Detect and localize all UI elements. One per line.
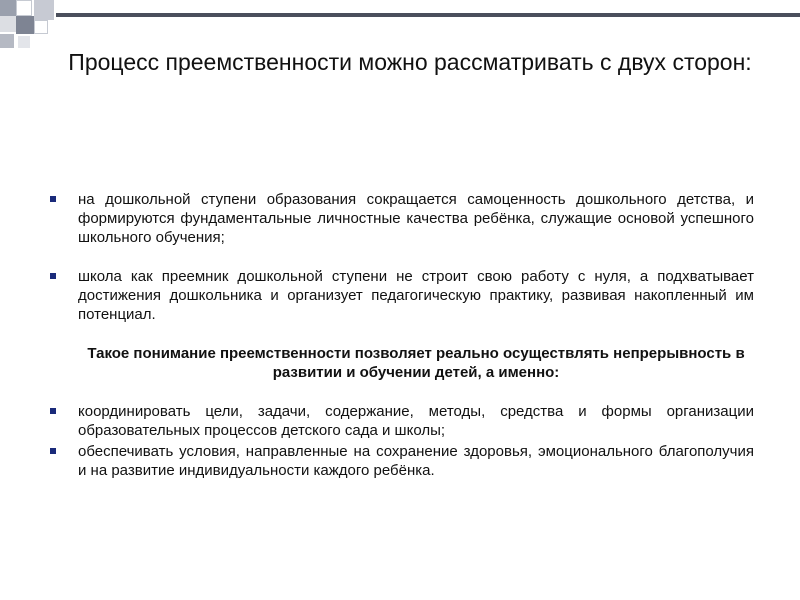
list-item: [42, 442, 754, 480]
decor-square: [0, 16, 16, 32]
list-item: [42, 267, 754, 324]
decor-square: [34, 20, 48, 34]
header-accent-line: [56, 13, 800, 17]
list-item: [42, 402, 754, 440]
slide-title: Процесс преемственности можно рассматривать с двух сторон:: [68, 49, 752, 75]
square-bullet-icon: [50, 408, 56, 414]
decor-square: [18, 36, 30, 48]
decor-square: [0, 0, 16, 16]
summary-paragraph: Такое понимание преемственности позволяет реально осуществлять непрерывность в развитии и обучении детей, а именно:: [87, 345, 745, 381]
decor-square: [34, 0, 54, 20]
list-item-text: на дошкольной ступени образования сокращается самоценность дошкольного детства, и формируются фундаментальные личностные качества ребёнка, служащие основой успешного школьного обучения;: [78, 191, 754, 246]
slide-content: [42, 190, 754, 480]
list-item-text: обеспечивать условия, направленные на сохранение здоровья, эмоционального благополучия и на развитие индивидуальности каждого ребёнка.: [78, 443, 754, 479]
list-item-text: школа как преемник дошкольной ступени не строит свою работу с нуля, а подхватывает достижения дошкольника и организует педагогическую практику, развивая накопленный им потенциал.: [78, 268, 754, 323]
decor-square: [16, 0, 32, 16]
list-item-text: координировать цели, задачи, содержание, методы, средства и формы организации образовательных процессов детского сада и школы;: [78, 403, 754, 439]
list-item: [42, 190, 754, 247]
square-bullet-icon: [50, 273, 56, 279]
decor-square: [0, 34, 14, 48]
square-bullet-icon: [50, 196, 56, 202]
decor-square: [16, 16, 34, 34]
square-bullet-icon: [50, 448, 56, 454]
